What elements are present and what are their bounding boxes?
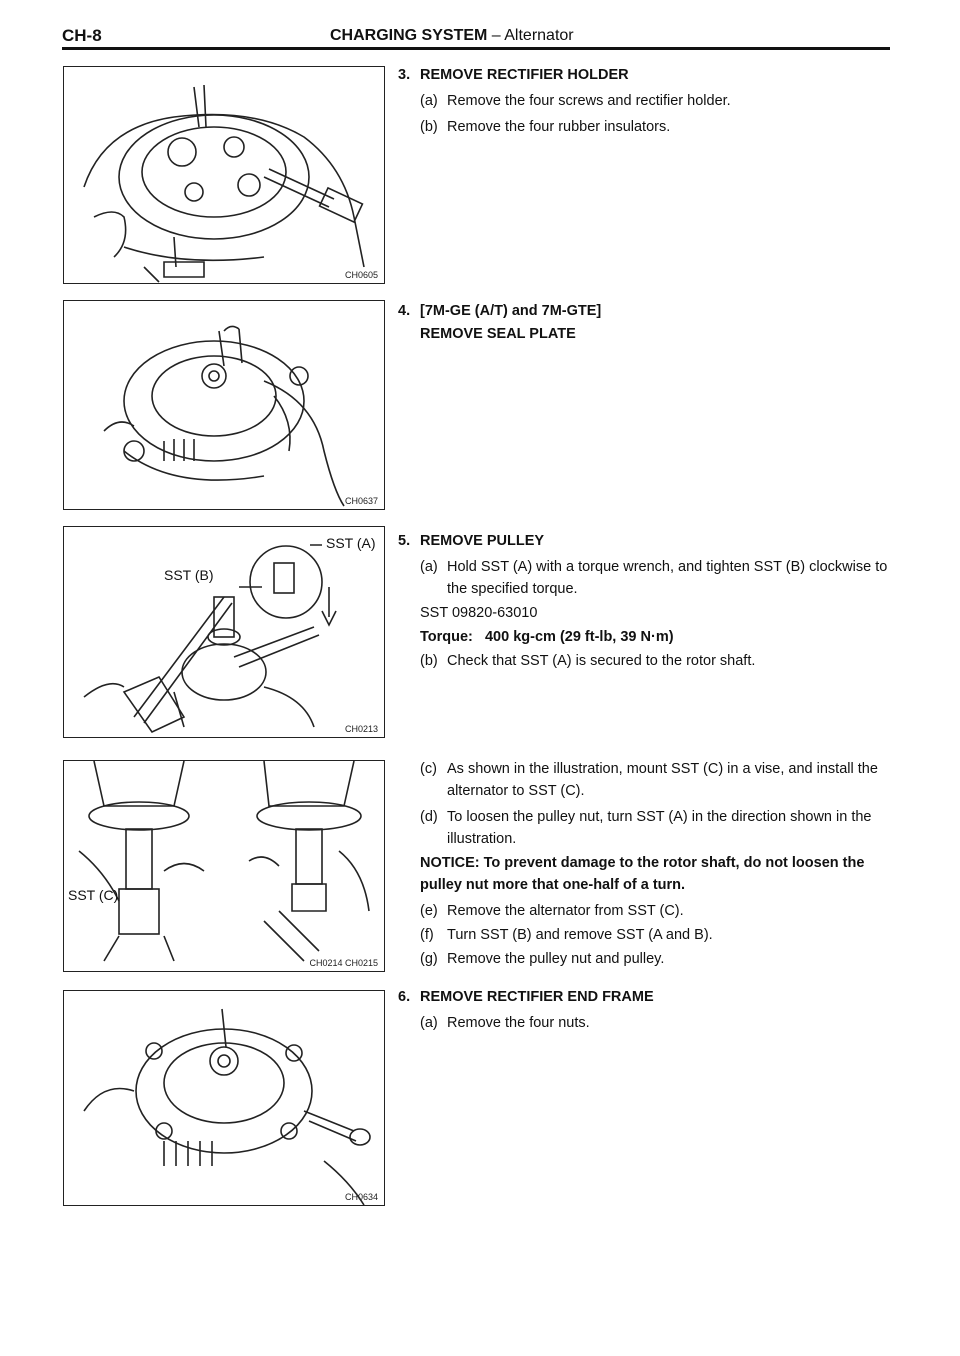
step-5a: (a) Hold SST (A) with a torque wrench, and tighten SST (B) clockwise to the specified torque.: [420, 559, 888, 597]
page-number: CH-8: [62, 26, 102, 45]
step-3b: (b) Remove the four rubber insulators.: [420, 119, 671, 135]
step-title-line2: REMOVE SEAL PLATE: [420, 326, 576, 342]
figure-end-frame: [63, 990, 385, 1206]
seal-plate-illustration: [64, 301, 385, 510]
figure-seal-plate: [63, 300, 385, 510]
step-number: 5.: [398, 533, 411, 549]
step-title-line1: [7M-GE (A/T) and 7M-GTE]: [420, 303, 602, 319]
label-sst-a: SST (A): [326, 535, 376, 551]
step-5e: (e) Remove the alternator from SST (C).: [420, 903, 684, 919]
sst-part-number: SST 09820-63010: [420, 605, 538, 621]
step-5: [398, 530, 898, 553]
figure-pulley-torque: [63, 526, 385, 738]
figure-code: CH0214 CH0215: [309, 958, 378, 968]
step-number: 6.: [398, 989, 411, 1005]
step-number: 4.: [398, 303, 411, 319]
step-number: 3.: [398, 67, 411, 83]
label-sst-b: SST (B): [164, 567, 214, 583]
step-6a: (a) Remove the four nuts.: [420, 1015, 590, 1031]
figure-code: CH0634: [344, 1192, 378, 1202]
step-6: [398, 986, 898, 1009]
step-3a: (a) Remove the four screws and rectifier holder.: [420, 93, 731, 109]
vise-mount-illustration: [64, 761, 385, 972]
step-5g: (g) Remove the pulley nut and pulley.: [420, 951, 665, 967]
end-frame-illustration: [64, 991, 385, 1206]
step-5b: (b) Check that SST (A) is secured to the rotor shaft.: [420, 653, 756, 669]
step-4: [398, 300, 898, 346]
figure-rectifier-holder: [63, 66, 385, 284]
figure-vise-mount: [63, 760, 385, 972]
step-5f: (f) Turn SST (B) and remove SST (A and B).: [420, 927, 713, 943]
label-sst-c: SST (C): [68, 887, 119, 903]
rectifier-holder-illustration: [64, 67, 385, 284]
figure-code: CH0213: [344, 724, 378, 734]
step-5d: (d) To loosen the pulley nut, turn SST (A) in the direction shown in the illustration.: [420, 809, 872, 847]
section-title: CHARGING SYSTEM – Alternator: [330, 27, 574, 44]
step-5c: (c) As shown in the illustration, mount SST (C) in a vise, and install the alternator to SST (C).: [420, 761, 878, 799]
step-title: REMOVE RECTIFIER END FRAME: [420, 989, 654, 1005]
pulley-torque-illustration: [64, 527, 385, 738]
step-title: REMOVE RECTIFIER HOLDER: [420, 67, 629, 83]
figure-code: CH0637: [344, 496, 378, 506]
header-rule: [62, 47, 890, 50]
torque-spec: Torque: 400 kg-cm (29 ft-lb, 39 N·m): [420, 629, 674, 645]
figure-code: CH0605: [344, 270, 378, 280]
step-3: [398, 64, 898, 87]
page-header: [62, 26, 890, 48]
notice: NOTICE: To prevent damage to the rotor shaft, do not loosen the pulley nut more that one-half of a turn.: [420, 855, 865, 893]
step-title: REMOVE PULLEY: [420, 533, 545, 549]
